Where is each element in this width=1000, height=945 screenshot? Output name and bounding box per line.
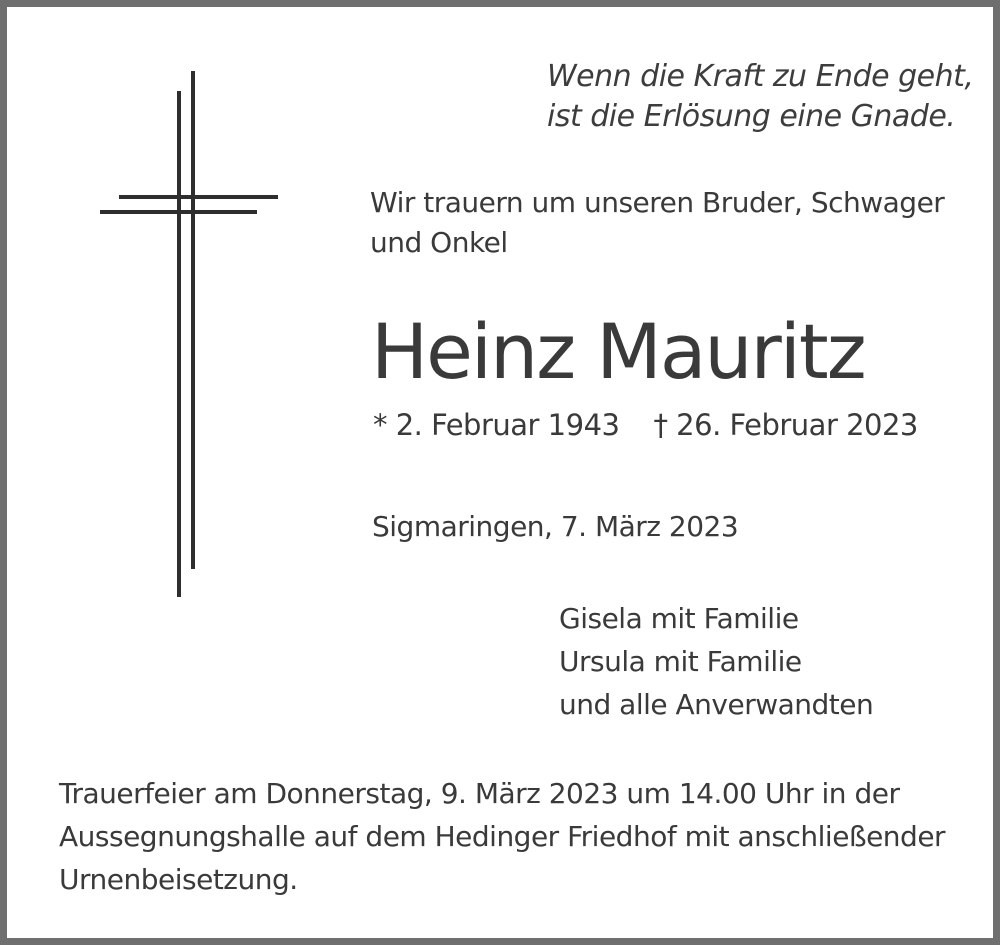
ceremony-line: Aussegnungshalle auf dem Hedinger Friedhof mit anschließender [59,820,946,853]
intro-line: Wir trauern um unseren Bruder, Schwager [370,186,945,219]
funeral-ceremony-info [59,772,945,901]
birth-date: * 2. Februar 1943 [373,408,620,442]
death-date: † 26. Februar 2023 [653,408,918,442]
motto-line: Wenn die Kraft zu Ende geht, [547,59,974,94]
motto-line: ist die Erlösung eine Gnade. [547,99,956,134]
ceremony-line: Trauerfeier am Donnerstag, 9. März 2023 um 14.00 Uhr in der [59,777,900,810]
mourner-entry: Ursula mit Familie [559,645,802,678]
cross-icon [7,7,307,627]
mourner-entry: Gisela mit Familie [559,602,799,635]
mourners-list [559,597,873,726]
ceremony-line: Urnenbeisetzung. [59,863,298,896]
intro-line: und Onkel [370,226,508,259]
motto-quote [547,57,973,137]
life-dates [373,405,918,445]
deceased-name: Heinz Mauritz [371,307,865,396]
mourner-entry: und alle Anverwandten [559,688,874,721]
mourning-intro [370,183,944,263]
place-and-date: Sigmaringen, 7. März 2023 [372,510,739,543]
